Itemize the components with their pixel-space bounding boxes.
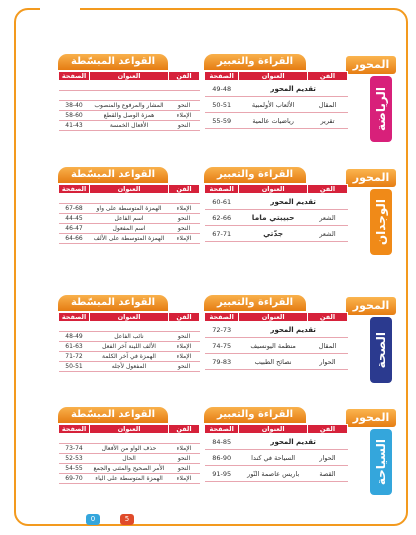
col-header: العنوان <box>90 72 169 81</box>
mihwar-label: الرياضة <box>370 76 392 142</box>
col-header: الصفحة <box>205 185 239 194</box>
reading-heading: القراءة والتعبير <box>204 54 306 70</box>
mihwar-heading: المحور <box>346 169 396 187</box>
theme-block <box>34 54 396 154</box>
title-cell: تقديم المحور <box>239 81 348 97</box>
art-cell: النحو <box>168 454 199 464</box>
page-cell: 61-63 <box>59 342 90 352</box>
page-cell: 60-61 <box>205 194 239 210</box>
art-cell: النحو <box>168 224 199 234</box>
table-row <box>205 113 348 129</box>
table-row <box>59 101 200 111</box>
title-cell: السياحة في كندا <box>239 450 308 466</box>
col-header: الفن <box>168 72 199 81</box>
table-row <box>205 434 348 450</box>
table-row <box>205 226 348 242</box>
mihwar-label: السياحة <box>370 429 392 495</box>
theme-block <box>34 167 396 267</box>
table-row <box>205 81 348 97</box>
title-cell: الهمزة المتوسطة على الياء <box>90 474 169 484</box>
art-cell: النحو <box>168 362 199 372</box>
art-cell: الإملاء <box>168 234 199 244</box>
title-cell <box>90 434 169 444</box>
theme-block <box>34 407 396 507</box>
table-row <box>59 234 200 244</box>
page-cell: 69-70 <box>59 474 90 484</box>
rules-heading: القواعد المبسّطة <box>58 407 168 423</box>
col-header: الصفحة <box>205 72 239 81</box>
mihwar-heading: المحور <box>346 409 396 427</box>
col-header: الفن <box>168 185 199 194</box>
page-cell: 55-59 <box>205 113 239 129</box>
rules-heading: القواعد المبسّطة <box>58 54 168 70</box>
page-cell: 46-47 <box>59 224 90 234</box>
mihwar-label: الوجدان <box>370 189 392 255</box>
table-row <box>59 362 200 372</box>
page-cell: 67-71 <box>205 226 239 242</box>
mihwar-heading: المحور <box>346 297 396 315</box>
table-row <box>59 81 200 91</box>
col-header: العنوان <box>239 313 308 322</box>
art-cell: النحو <box>168 464 199 474</box>
title-cell: نائب الفاعل <box>90 332 169 342</box>
col-header: الفن <box>307 72 347 81</box>
title-cell: المشار والمرفوع والمنصوب <box>90 101 169 111</box>
page-cell: 44-45 <box>59 214 90 224</box>
rules-table <box>58 312 200 372</box>
title-cell: باريس عاصمة النّور <box>239 466 308 482</box>
title-cell: نصائح الطبيب <box>239 354 308 370</box>
page-cell: 84-85 <box>205 434 239 450</box>
title-cell: اسم الفاعل <box>90 214 169 224</box>
theme-block <box>34 295 396 395</box>
title-cell: تقديم المحور <box>239 194 348 210</box>
art-cell: النحو <box>168 101 199 111</box>
table-row <box>59 121 200 131</box>
art-cell: الإملاء <box>168 342 199 352</box>
page-cell: 49-48 <box>205 81 239 97</box>
title-cell: الهمزة المتوسطة على الألف <box>90 234 169 244</box>
reading-table <box>204 312 348 370</box>
table-row <box>205 194 348 210</box>
title-cell: حذف الواو من الأفعال <box>90 444 169 454</box>
col-header: العنوان <box>239 425 308 434</box>
page-cell: 86-90 <box>205 450 239 466</box>
art-cell: الشعر <box>307 226 347 242</box>
col-header: الفن <box>168 313 199 322</box>
title-cell: المفعول لأجله <box>90 362 169 372</box>
title-cell: منظمة اليونسيف <box>239 338 308 354</box>
table-row <box>59 454 200 464</box>
reading-heading: القراءة والتعبير <box>204 167 306 183</box>
reading-table <box>204 71 348 129</box>
title-cell: الأمر الصحيح والمثنى والجمع <box>90 464 169 474</box>
col-header: الصفحة <box>205 425 239 434</box>
table-row <box>59 342 200 352</box>
table-row <box>59 352 200 362</box>
col-header: الفن <box>307 313 347 322</box>
art-cell: الحوار <box>307 354 347 370</box>
art-cell: الإملاء <box>168 474 199 484</box>
page-cell: 91-95 <box>205 466 239 482</box>
page-cell: 79-83 <box>205 354 239 370</box>
table-row <box>59 194 200 204</box>
reading-heading: القراءة والتعبير <box>204 407 306 423</box>
page-numbers <box>86 514 134 525</box>
art-cell: الإملاء <box>168 204 199 214</box>
art-cell: النحو <box>168 214 199 224</box>
table-row <box>59 332 200 342</box>
art-cell: الإملاء <box>168 352 199 362</box>
table-row <box>59 322 200 332</box>
col-header: الصفحة <box>59 313 90 322</box>
rules-table <box>58 184 200 244</box>
rules-table <box>58 424 200 484</box>
page-number-right: 0 <box>86 514 100 525</box>
title-cell: الألعاب الأولمبية <box>239 97 308 113</box>
page-cell: 67-68 <box>59 204 90 214</box>
table-row <box>205 338 348 354</box>
mihwar-heading: المحور <box>346 56 396 74</box>
art-cell: المقال <box>307 97 347 113</box>
title-cell: جدّتي <box>239 226 308 242</box>
page-cell: 48-49 <box>59 332 90 342</box>
art-cell <box>168 434 199 444</box>
title-cell: الهمزة في آخر الكلمة <box>90 352 169 362</box>
col-header: الصفحة <box>59 425 90 434</box>
rules-heading: القواعد المبسّطة <box>58 167 168 183</box>
page-cell: 62-66 <box>205 210 239 226</box>
title-cell: الهمزة المتوسطة على واو <box>90 204 169 214</box>
art-cell <box>168 194 199 204</box>
table-row <box>59 204 200 214</box>
title-cell <box>90 91 169 101</box>
title-cell: حبيبتي ماما <box>239 210 308 226</box>
table-row <box>205 322 348 338</box>
col-header: العنوان <box>90 313 169 322</box>
art-cell: تقرير <box>307 113 347 129</box>
col-header: العنوان <box>239 72 308 81</box>
page-cell: 52-53 <box>59 454 90 464</box>
table-row <box>205 210 348 226</box>
table-row <box>59 474 200 484</box>
title-cell <box>90 322 169 332</box>
page-cell: 71-72 <box>59 352 90 362</box>
art-cell: النحو <box>168 332 199 342</box>
table-row <box>59 224 200 234</box>
table-row <box>205 354 348 370</box>
table-row <box>205 450 348 466</box>
page-cell: 41-43 <box>59 121 90 131</box>
table-row <box>205 97 348 113</box>
col-header: العنوان <box>239 185 308 194</box>
reading-table <box>204 184 348 242</box>
col-header: الصفحة <box>59 185 90 194</box>
page-cell <box>59 81 90 91</box>
title-cell: الألف اللينة آخر الفعل <box>90 342 169 352</box>
page-cell: 64-66 <box>59 234 90 244</box>
table-row <box>59 91 200 101</box>
col-header: الفن <box>168 425 199 434</box>
page-cell: 54-55 <box>59 464 90 474</box>
col-header: الفن <box>307 185 347 194</box>
title-cell: تقديم المحور <box>239 322 348 338</box>
page-cell: 73-74 <box>59 444 90 454</box>
table-row <box>59 214 200 224</box>
page-cell <box>59 434 90 444</box>
art-cell <box>168 322 199 332</box>
title-cell: همزة الوصل والقطع <box>90 111 169 121</box>
table-row <box>205 466 348 482</box>
title-cell <box>90 81 169 91</box>
art-cell <box>168 81 199 91</box>
reading-table <box>204 424 348 482</box>
art-cell: الحوار <box>307 450 347 466</box>
art-cell: المقال <box>307 338 347 354</box>
page-cell: 74-75 <box>205 338 239 354</box>
title-cell: اسم المفعول <box>90 224 169 234</box>
title-cell: الحال <box>90 454 169 464</box>
page-number-left: 5 <box>120 514 134 525</box>
page-cell: 72-73 <box>205 322 239 338</box>
art-cell: القصة <box>307 466 347 482</box>
col-header: الفن <box>307 425 347 434</box>
art-cell: الإملاء <box>168 111 199 121</box>
art-cell: الشعر <box>307 210 347 226</box>
page-cell: 50-51 <box>205 97 239 113</box>
title-cell: رياضيات عالمية <box>239 113 308 129</box>
page-cell: 50-51 <box>59 362 90 372</box>
col-header: العنوان <box>90 425 169 434</box>
page-cell: 38-40 <box>59 101 90 111</box>
table-row <box>59 111 200 121</box>
col-header: الصفحة <box>59 72 90 81</box>
frame-gap <box>40 6 80 12</box>
page-cell <box>59 194 90 204</box>
col-header: العنوان <box>90 185 169 194</box>
art-cell: النحو <box>168 121 199 131</box>
table-row <box>59 444 200 454</box>
art-cell <box>168 91 199 101</box>
page-cell: 58-60 <box>59 111 90 121</box>
page-cell <box>59 322 90 332</box>
rules-table <box>58 71 200 131</box>
col-header: الصفحة <box>205 313 239 322</box>
art-cell: الإملاء <box>168 444 199 454</box>
page-cell <box>59 91 90 101</box>
title-cell: الأفعال الخمسة <box>90 121 169 131</box>
reading-heading: القراءة والتعبير <box>204 295 306 311</box>
rules-heading: القواعد المبسّطة <box>58 295 168 311</box>
title-cell: تقديم المحور <box>239 434 348 450</box>
table-row <box>59 464 200 474</box>
mihwar-label: الصحة <box>370 317 392 383</box>
title-cell <box>90 194 169 204</box>
table-row <box>59 434 200 444</box>
